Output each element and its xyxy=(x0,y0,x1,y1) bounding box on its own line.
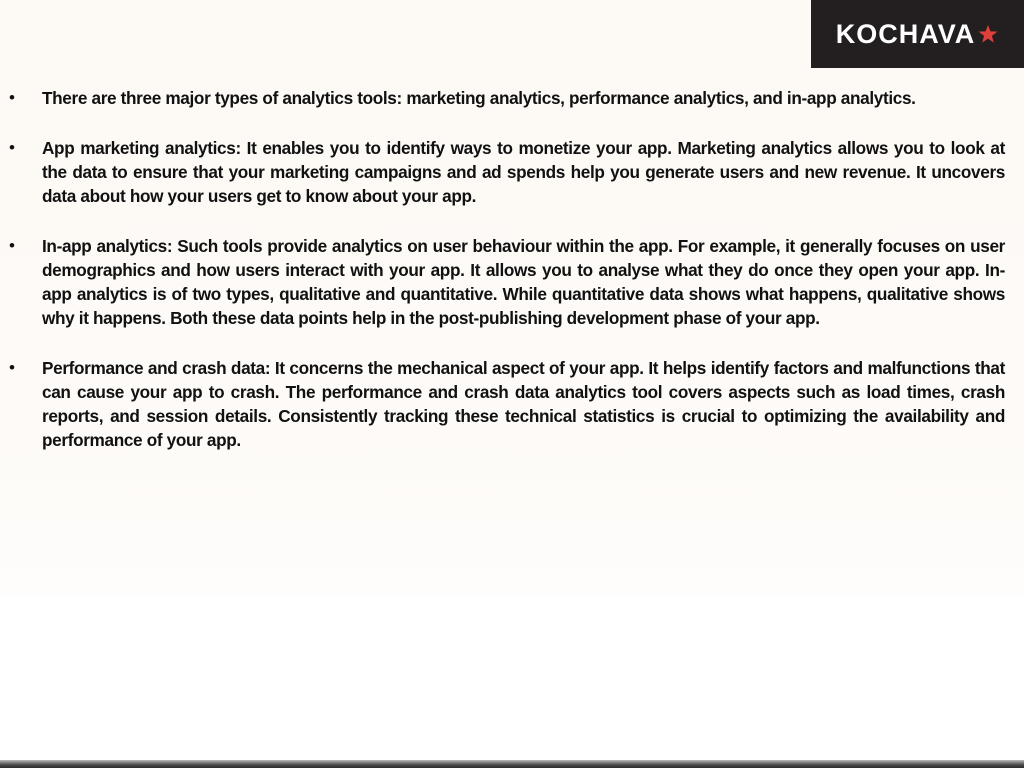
bullet-marker: • xyxy=(9,358,15,377)
bullet-marker: • xyxy=(9,138,15,157)
bullet-item-performance-crash xyxy=(9,356,1005,452)
bullet-list xyxy=(0,86,1024,478)
bullet-marker: • xyxy=(9,236,15,255)
bullet-text: In-app analytics: Such tools provide analytics on user behaviour within the app. For example, it generally focuses on user demographics and how users interact with your app. It allows you to analyse what they do once they open your app. In-app analytics is of two types, qualitative and quantitative. While quantitative data shows what happens, qualitative shows why it happens. Both these data points help in the post-publishing development phase of your app. xyxy=(42,236,1005,328)
bullet-item-marketing-analytics xyxy=(9,136,1005,208)
bullet-marker: • xyxy=(9,88,15,107)
bullet-item-analytics-types xyxy=(9,86,1005,110)
kochava-logo xyxy=(811,0,1024,68)
logo-wordmark xyxy=(836,19,1000,50)
bottom-divider xyxy=(0,760,1024,768)
bullet-text: Performance and crash data: It concerns the mechanical aspect of your app. It helps identify factors and malfunctions that can cause your app to crash. The performance and crash data analytics tool covers aspects such as load times, crash reports, and session details. Consistently tracking these technical statistics is crucial to optimizing the availability and performance of your app. xyxy=(42,358,1005,450)
star-icon xyxy=(977,23,999,45)
logo-text: KOCHAVA xyxy=(835,18,976,49)
bullet-item-in-app-analytics xyxy=(9,234,1005,330)
bullet-text: There are three major types of analytics tools: marketing analytics, performance analytics, and in-app analytics. xyxy=(42,88,916,108)
bullet-text: App marketing analytics: It enables you to identify ways to monetize your app. Marketing analytics allows you to look at the data to ensure that your marketing campaigns and ad spends help you generate users and new revenue. It uncovers data about how your users get to know about your app. xyxy=(42,138,1005,206)
